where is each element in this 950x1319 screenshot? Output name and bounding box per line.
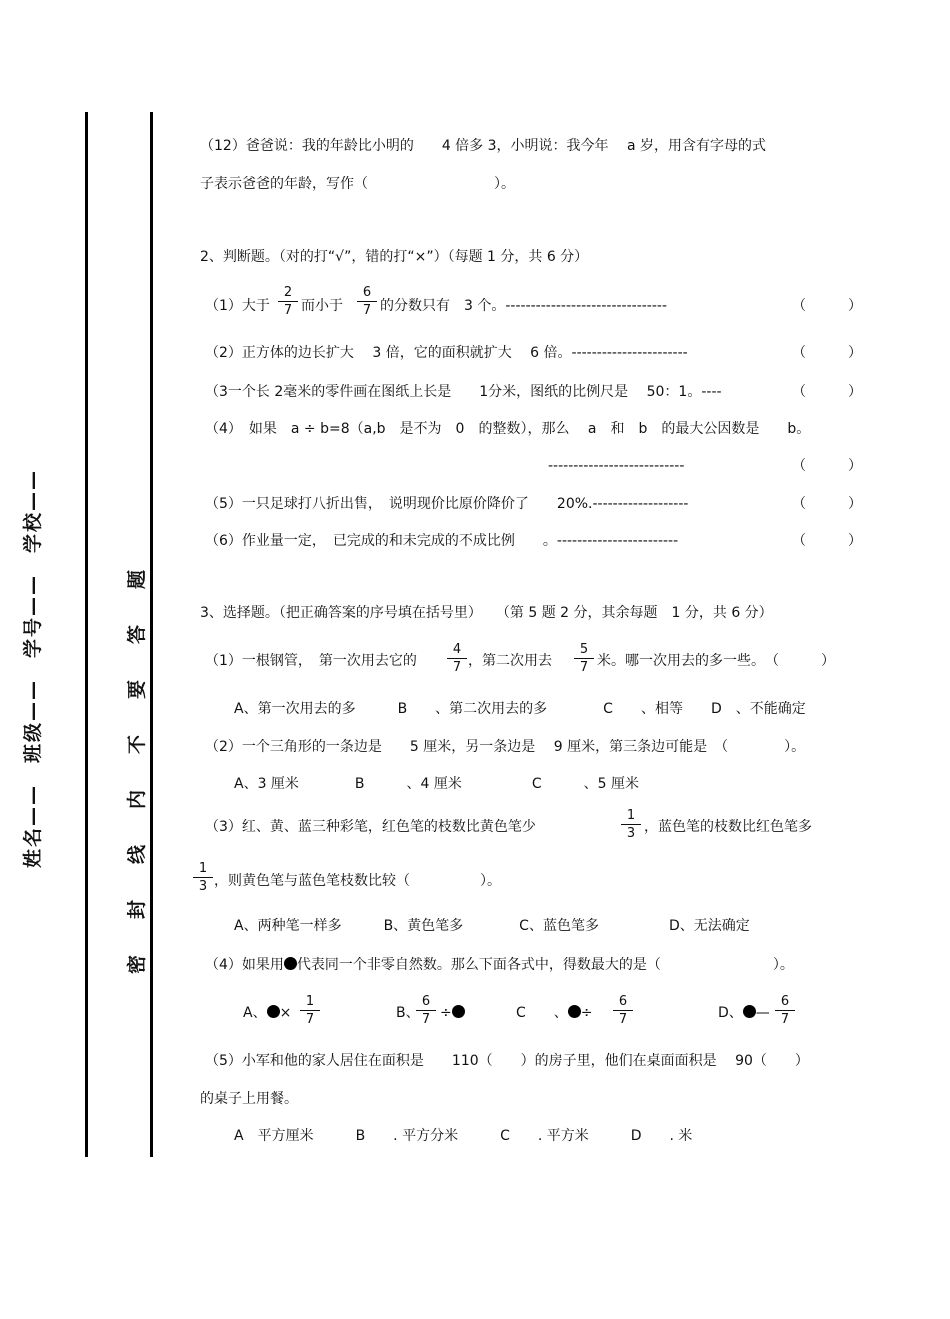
choice-4-option-b-label: B、 — [396, 1005, 420, 1021]
section3-heading: 3、选择题。（把正确答案的序号填在括号里） （第 5 题 2 分，其余每题 1 分，共 6 分） — [200, 605, 773, 621]
judge-1-fraction-a — [278, 285, 298, 318]
choice-2-options: A、3 厘米 B 、4 厘米 C 、5 厘米 — [234, 776, 640, 792]
fraction-numerator: 1 — [300, 994, 320, 1011]
fraction-numerator: 1 — [621, 808, 641, 825]
choice-5-options: A 平方厘米 B . 平方分米 C . 平方米 D . 米 — [234, 1128, 693, 1144]
black-dot-icon — [743, 1005, 756, 1018]
choice-2: （2）一个三角形的一条边是 5 厘米，另一条边是 9 厘米，第三条边可能是 （ ）。 — [205, 739, 806, 755]
judge-3-answer-paren: （ ） — [792, 384, 862, 400]
judge-1-answer-paren: （ ） — [792, 298, 862, 314]
fraction-denominator: 7 — [579, 660, 589, 675]
option-label: D、 — [718, 1005, 743, 1021]
judge-6: （6）作业量一定， 已完成的和未完成的不成比例 。------------------------ — [205, 533, 679, 549]
option-label: C 、 — [516, 1005, 568, 1021]
fraction-denominator: 7 — [452, 660, 462, 675]
section2-heading: 2、判断题。（对的打“√”，错的打“×”）（每题 1 分，共 6 分） — [200, 249, 589, 265]
judge-5: （5）一只足球打八折出售， 说明现价比原价降价了 20%.------------------- — [205, 496, 689, 512]
fraction-numerator: 5 — [574, 642, 594, 659]
fraction-denominator: 7 — [421, 1012, 431, 1027]
operator: ÷ — [580, 1005, 593, 1021]
judge-6-answer-paren: （ ） — [792, 533, 862, 549]
fraction-numerator: 6 — [357, 285, 377, 302]
choice-4-option-b-expr — [440, 1003, 465, 1023]
choice-3-line2: ，则黄色笔与蓝色笔枝数比较（ ）。 — [214, 873, 501, 889]
choice-1-fraction-a — [447, 642, 467, 675]
judge-1-fraction-b — [357, 285, 377, 318]
operator: × — [279, 1005, 292, 1021]
choice-4-option-c — [516, 1003, 593, 1023]
q12-line2: 子表示爸爸的年龄，写作（ ）。 — [200, 176, 515, 192]
choice-4-option-d-fraction — [775, 994, 795, 1027]
fraction-numerator: 6 — [775, 994, 795, 1011]
judge-1-prefix: （1）大于 — [205, 298, 270, 314]
student-info-label: 姓名—— 班级—— 学号—— 学校—— — [22, 468, 44, 868]
binding-line-left — [85, 112, 88, 1157]
choice-3-fraction-b — [193, 861, 213, 894]
choice-4-option-a-fraction — [300, 994, 320, 1027]
operator: — — [755, 1005, 770, 1021]
judge-4-answer-paren: （ ） — [792, 458, 862, 474]
choice-3-line1: （3）红、黄、蓝三种彩笔，红色笔的枝数比黄色笔少 — [205, 819, 536, 835]
choice-1-fraction-b — [574, 642, 594, 675]
judge-4-dashes: --------------------------- — [548, 458, 685, 474]
judge-2-answer-paren: （ ） — [792, 345, 862, 361]
judge-3: （3一个长 2毫米的零件画在图纸上长是 1分米，图纸的比例尺是 50：1。---- — [205, 384, 722, 400]
choice-4-suffix: 代表同一个非零自然数。那么下面各式中，得数最大的是（ ）。 — [296, 957, 794, 973]
fraction-numerator: 1 — [193, 861, 213, 878]
judge-4: （4） 如果 a ÷ b=8（a,b 是不为 0 的整数），那么 a 和 b 的最大公因数是 b。 — [205, 421, 811, 437]
seal-notice: 密封线内不要答题 — [126, 533, 148, 974]
black-dot-icon — [284, 957, 297, 970]
judge-5-answer-paren: （ ） — [792, 496, 862, 512]
choice-4-option-d — [718, 1003, 770, 1023]
choice-1-suffix: 米。哪一次用去的多一些。 （ ） — [597, 653, 835, 669]
choice-1-prefix: （1）一根钢管， 第一次用去它的 — [205, 653, 417, 669]
choice-4-line — [205, 955, 794, 975]
fraction-numerator: 6 — [416, 994, 436, 1011]
choice-5-line2: 的桌子上用餐。 — [200, 1091, 298, 1107]
choice-3-fraction-a — [621, 808, 641, 841]
choice-4-prefix: （4）如果用 — [205, 957, 284, 973]
operator: ÷ — [440, 1005, 452, 1021]
black-dot-icon — [568, 1005, 581, 1018]
black-dot-icon — [267, 1005, 280, 1018]
choice-1-mid: ，第二次用去 — [468, 653, 552, 669]
fraction-denominator: 7 — [618, 1012, 628, 1027]
fraction-numerator: 2 — [278, 285, 298, 302]
judge-2: （2）正方体的边长扩大 3 倍，它的面积就扩大 6 倍。----------------------- — [205, 345, 688, 361]
fraction-numerator: 6 — [613, 994, 633, 1011]
choice-3-line1b: ，蓝色笔的枝数比红色笔多 — [644, 819, 812, 835]
fraction-denominator: 3 — [198, 879, 208, 894]
choice-4-option-a — [243, 1003, 291, 1023]
fraction-denominator: 3 — [626, 826, 636, 841]
choice-1-options: A、第一次用去的多 B 、第二次用去的多 C 、相等 D 、不能确定 — [234, 701, 806, 717]
q12-line1: （12）爸爸说：我的年龄比小明的 4 倍多 3，小明说：我今年 a 岁，用含有字母的式 — [200, 138, 767, 154]
choice-5-line1: （5）小军和他的家人居住在面积是 110（ ）的房子里，他们在桌面面积是 90（ ） — [205, 1053, 809, 1069]
fraction-denominator: 7 — [305, 1012, 315, 1027]
fraction-denominator: 7 — [780, 1012, 790, 1027]
option-label: A、 — [243, 1005, 267, 1021]
fraction-denominator: 7 — [283, 303, 293, 318]
fraction-denominator: 7 — [362, 303, 372, 318]
choice-4-option-b-fraction — [416, 994, 436, 1027]
binding-line-right — [150, 112, 153, 1157]
choice-3-options: A、两种笔一样多 B、黄色笔多 C、蓝色笔多 D、无法确定 — [234, 918, 750, 934]
fraction-numerator: 4 — [447, 642, 467, 659]
judge-1-mid: 而小于 — [301, 298, 343, 314]
choice-4-option-c-fraction — [613, 994, 633, 1027]
judge-1-suffix: 的分数只有 3 个。-------------------------------- — [380, 298, 668, 314]
black-dot-icon — [452, 1005, 465, 1018]
